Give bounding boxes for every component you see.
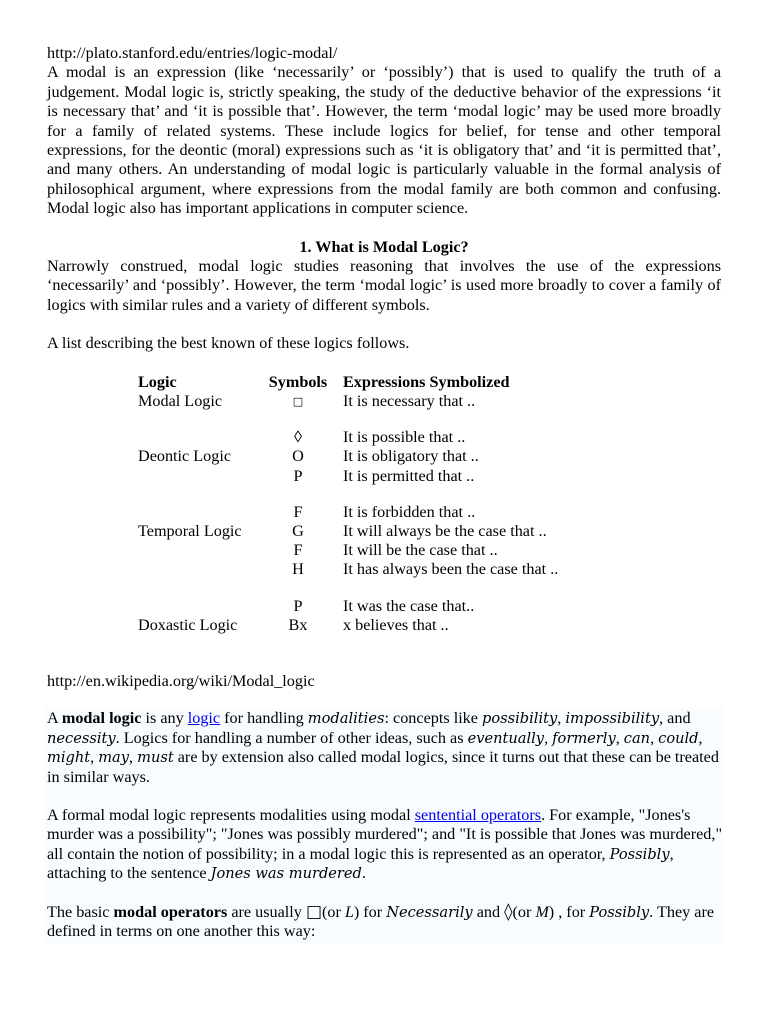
- cell-logic: [138, 486, 253, 503]
- italic-term: impossibility: [565, 710, 660, 728]
- intro-paragraph: A modal is an expression (like ‘necessarily’ or ‘possibly’) that is used to qualify the truth of a judgement. Modal logic is, strictly speaking, the study of the deductive behavior of the expressions ‘it is necessary that’ and ‘it is possible that’. However, the term ‘modal logic’ may be used more broadly for a family of related systems. These include logics for belief, for tense and other temporal expressions, for the deontic (moral) expressions such as ‘it is obligatory that’ and ‘it is permitted that’, and many others. An understanding of modal logic is particularly valuable in the formal analysis of philosophical argument, where expressions from the modal family are both common and confusing. Modal logic also has important applications in computer science.: [47, 63, 721, 218]
- table-row: [138, 392, 593, 411]
- text: ,: [650, 728, 659, 747]
- text: ) for: [353, 902, 387, 921]
- cell-symbol: G: [292, 521, 304, 540]
- table-row: [138, 560, 593, 579]
- table-row: [138, 447, 593, 466]
- italic-term: Jones was murdered: [210, 865, 362, 883]
- cell-symbol: Bx: [288, 615, 308, 634]
- cell-logic: [138, 503, 253, 522]
- table-row: [138, 616, 593, 635]
- cell-expression: [343, 580, 593, 597]
- source-url-stanford: http://plato.stanford.edu/entries/logic-modal/: [47, 44, 338, 62]
- logic-link[interactable]: logic: [187, 709, 221, 728]
- bold-term: modal logic: [61, 709, 142, 728]
- section-heading: 1. What is Modal Logic?: [299, 237, 469, 256]
- italic-term: must: [137, 749, 174, 767]
- cell-symbol: [253, 486, 343, 503]
- cell-expression: It is forbidden that ..: [343, 502, 476, 521]
- cell-logic: [138, 560, 253, 579]
- table-row: [138, 580, 593, 597]
- cell-expression: It is possible that ..: [343, 428, 466, 447]
- cell-expression: [343, 411, 593, 428]
- text: ,: [129, 748, 138, 767]
- cell-symbol: [253, 580, 343, 597]
- text: are by extension also called modal logics, since it turns out that these can be treated in similar ways.: [47, 748, 719, 786]
- italic-term: might: [47, 749, 91, 767]
- table-row: [138, 428, 593, 447]
- text: and: [472, 902, 505, 921]
- table-row: [138, 541, 593, 560]
- text: ,: [90, 748, 99, 767]
- text: A formal modal logic represents modalities using modal: [47, 805, 415, 824]
- wiki-paragraph-basic-operators: [47, 903, 723, 942]
- text: (or: [512, 902, 536, 921]
- cell-expression: It has always been the case that ..: [343, 560, 559, 579]
- document-page: [47, 44, 721, 943]
- cell-logic: [138, 541, 253, 560]
- table-row: [138, 467, 593, 486]
- cell-logic: Modal Logic: [138, 391, 223, 410]
- italic-term: formerly: [552, 729, 616, 747]
- table-header-row: [138, 373, 593, 392]
- text: A: [47, 709, 62, 728]
- text: . For example, "Jones's murder was a possibility"; "Jones was possibly murdered"; and "It is possible that Jones was murdered," all contain the notion of possibility; in a modal logic this is represented as an operator,: [47, 805, 723, 863]
- text: for handling: [220, 709, 308, 728]
- table-row: [138, 486, 593, 503]
- cell-symbol: [253, 411, 343, 428]
- italic-term: Necessarily: [386, 903, 473, 921]
- header-expressions: Expressions Symbolized: [343, 372, 510, 391]
- list-intro-paragraph: A list describing the best known of these logics follows.: [47, 334, 410, 353]
- cell-logic: Temporal Logic: [138, 521, 242, 540]
- italic-term: Possibly: [589, 903, 650, 921]
- cell-expression: It was the case that..: [343, 596, 475, 615]
- cell-logic: [138, 467, 253, 486]
- header-symbols: Symbols: [268, 372, 328, 391]
- cell-expression: It will be the case that ..: [343, 541, 498, 560]
- italic-term: could: [658, 729, 699, 747]
- cell-logic: Doxastic Logic: [138, 615, 238, 634]
- cell-expression: It will always be the case that ..: [343, 521, 547, 540]
- text: . Logics for handling a number of other ideas, such as: [115, 728, 468, 747]
- cell-symbol: ◊: [294, 428, 302, 447]
- table-row: [138, 522, 593, 541]
- wiki-paragraph-operators: [47, 806, 723, 884]
- wiki-paragraph-definition: [47, 709, 723, 787]
- italic-term: modalities: [307, 710, 385, 728]
- italic-term: M: [535, 903, 549, 921]
- cell-logic: Deontic Logic: [138, 447, 232, 466]
- text: The basic: [47, 902, 114, 921]
- text: ) , for: [548, 902, 590, 921]
- cell-symbol: P: [293, 466, 303, 485]
- text: .: [361, 864, 366, 883]
- text: ,: [544, 728, 553, 747]
- text: ,: [557, 709, 566, 728]
- cell-logic: [138, 580, 253, 597]
- narrow-paragraph: Narrowly construed, modal logic studies reasoning that involves the use of the expressions ‘necessarily’ and ‘possibly’. However, the term ‘modal logic’ is used more broadly to cover a family of logics with similar rules and a variety of different symbols.: [47, 257, 721, 314]
- cell-symbol: F: [293, 541, 303, 560]
- text: are usually: [227, 902, 306, 921]
- italic-term: necessity: [47, 729, 116, 747]
- text: ,: [615, 728, 624, 747]
- italic-term: possibility: [482, 710, 558, 728]
- cell-logic: [138, 597, 253, 616]
- cell-symbol: □: [292, 394, 304, 408]
- cell-logic: [138, 428, 253, 447]
- italic-term: Possibly: [609, 845, 670, 863]
- text: is any: [141, 709, 188, 728]
- cell-expression: It is necessary that ..: [343, 391, 476, 410]
- cell-expression: [343, 486, 593, 503]
- italic-term: L: [344, 903, 354, 921]
- wikipedia-excerpt: [45, 708, 723, 943]
- italic-term: may: [98, 749, 130, 767]
- necessity-box-icon: □: [305, 901, 323, 922]
- text: , and: [659, 709, 691, 728]
- bold-term: modal operators: [113, 902, 228, 921]
- sentential-operators-link[interactable]: sentential operators: [414, 805, 542, 824]
- table-row: [138, 411, 593, 428]
- text: : concepts like: [384, 709, 483, 728]
- text: ,: [698, 728, 703, 747]
- cell-expression: It is obligatory that ..: [343, 447, 479, 466]
- text: , attaching to the sentence: [47, 844, 674, 883]
- italic-term: eventually: [467, 729, 545, 747]
- text: . They are defined in terms on one another this way:: [47, 902, 715, 940]
- possibility-diamond-icon: ◊: [504, 901, 513, 922]
- table-row: [138, 597, 593, 616]
- cell-symbol: H: [292, 560, 304, 579]
- logics-table: [138, 373, 593, 635]
- cell-symbol: F: [293, 502, 303, 521]
- table-row: [138, 503, 593, 522]
- cell-symbol: O: [292, 447, 304, 466]
- cell-symbol: P: [293, 596, 303, 615]
- cell-expression: It is permitted that ..: [343, 466, 475, 485]
- cell-expression: x believes that ..: [343, 615, 449, 634]
- cell-logic: [138, 411, 253, 428]
- header-logic: Logic: [138, 372, 177, 391]
- source-url-wikipedia: http://en.wikipedia.org/wiki/Modal_logic: [47, 671, 315, 690]
- text: (or: [322, 902, 345, 921]
- italic-term: can: [623, 729, 651, 747]
